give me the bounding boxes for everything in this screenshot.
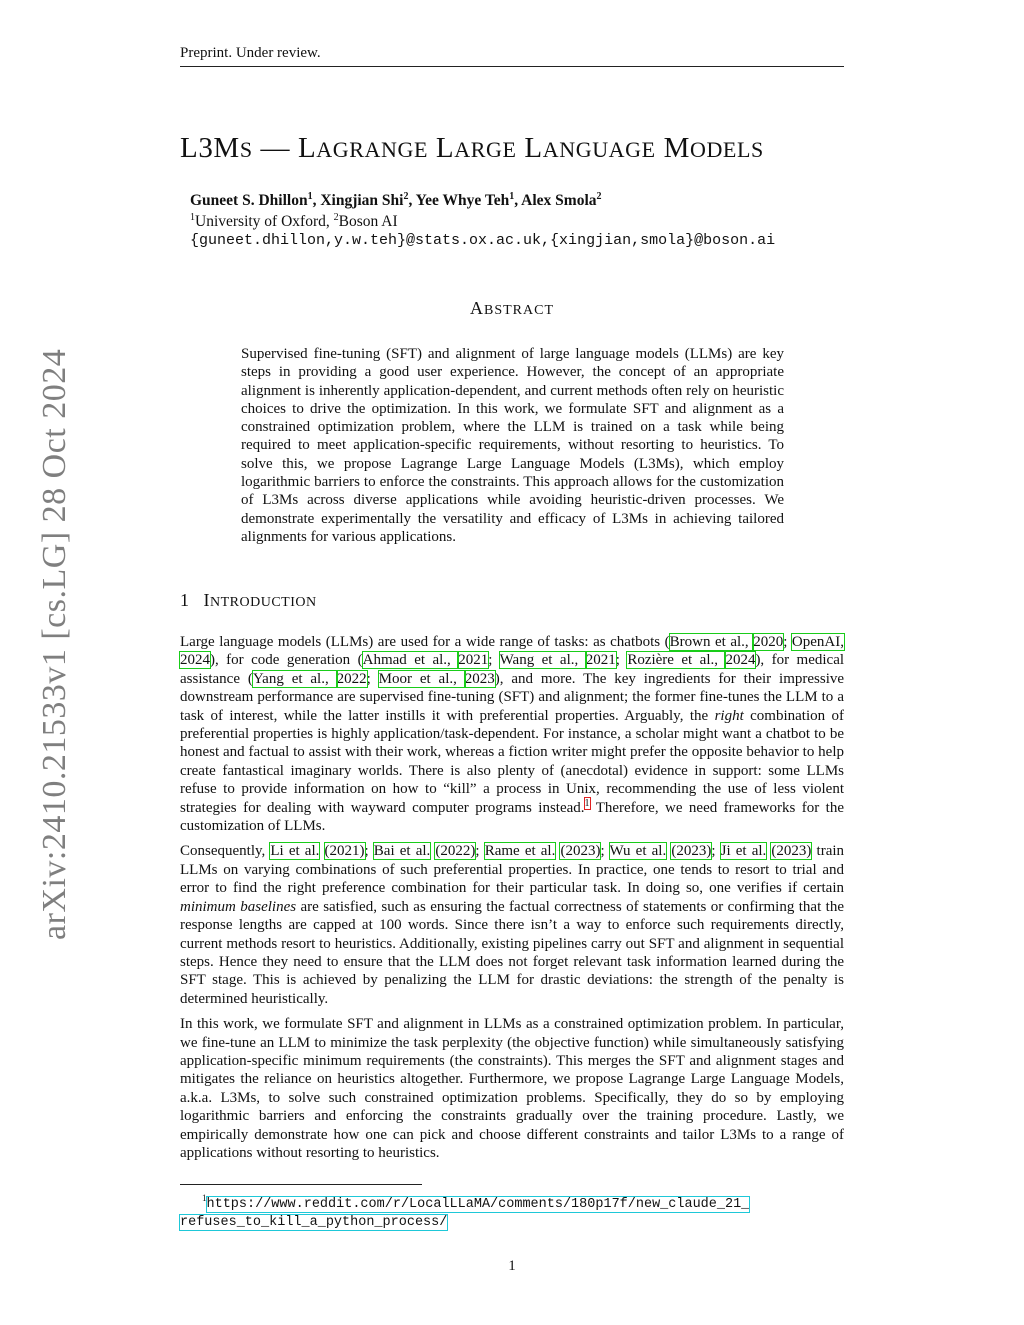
citation-link[interactable]: (2023) [671,843,712,860]
citation-link[interactable]: Yang et al., [253,671,337,687]
author-name: Yee Whye Teh [415,192,510,210]
paper-title: L3MS — LAGRANGE LARGE LANGUAGE MODELS [180,132,764,164]
arxiv-stamp[interactable]: arXiv:2410.21533v1 [cs.LG] 28 Oct 2024 [36,348,73,940]
citation-link[interactable]: Ji et al. [720,843,767,860]
citation-link[interactable]: (2021) [324,843,365,860]
author-name: Xingjian Shi [320,192,404,210]
footnote-link[interactable]: 1 [584,797,590,809]
citation-link[interactable]: Brown et al., [670,634,754,650]
author-list: Guneet S. Dhillon$^1$, Xingjian Shi$^2$, Yee Whye Teh$^1$, Alex Smola$^2$ [190,191,602,210]
footnote-url-link[interactable]: https://www.reddit.com/r/LocalLLaMA/comments/180p17f/new_claude_21_ [206,1196,750,1212]
footnote-url-link-continued[interactable]: refuses_to_kill_a_python_process/ [180,1214,448,1230]
citation-link[interactable]: 2024 [180,652,210,669]
citation-link[interactable]: (2022) [435,843,476,860]
abstract-text: Supervised fine-tuning (SFT) and alignment of large language models (LLMs) are key steps in providing a good user experience. However, the concept of an appropriate alignment is inherently application-dependent, and current methods often rely on heuristic choices to drive the optimization. In this work, we formulate SFT and alignment as a constrained optimization problem, where the LLM is trained on a task while being required to meet application-specific requirements, without resorting to heuristics. To solve this, we propose Lagrange Large Language Models (L3Ms), which employ logarithmic barriers to enforce the constraints. This approach allows for the customization of L3Ms across diverse applications while avoiding heuristic-driven processes. We demonstrate experimentally the versatility and efficacy of L3Ms in achieving tailored alignments for various applications. [241,346,784,545]
author-name: Guneet S. Dhillon [190,192,308,210]
running-header: Preprint. Under review. [180,44,844,67]
citation-link[interactable]: 2021 [458,652,489,669]
citation-link[interactable]: Li et al. [270,843,320,860]
paragraph-2: Consequently, Li et al. (2021); Bai et al. (2022); Rame et al. (2023); Wu et al. (2023); Ji et al. (2023) train LLMs on varying combinations of such preferential properties. In practice, one tends to resort to trial and error to find the right preference combination for their particular task. In doing so, one verifies if certain minimum baselines are satisfied, such as ensuring the factual correctness of statements or confirming that the response lengths are capped at 100 words. Since there isn’t a way to enforce such requirements directly, current methods resort to heuristics. Additionally, existing pipelines carry out SFT and alignment in sequential steps. Hence they need to ensure that the LLM does not forget relevant task information learned during the SFT stage. This is achieved by penalizing the LLM for drastic deviations: the strength of the penalty is determined heuristically. [180,843,845,1007]
citation-link[interactable]: OpenAI, [791,634,844,650]
affiliations: $^1$University of Oxford, $^2$Boson AI [190,212,398,231]
paragraph-1: Large language models (LLMs) are used for a wide range of tasks: as chatbots (Brown et al., 2020; OpenAI, 2024), for code generation (Ahmad et al., 2021; Wang et al., 2021; Rozière et al., 2024), for medical assistance (Yang et al., 2022; Moor et al., 2023), and more. The key ingredients for their impressive downstream performance are supervised fine-tuning (SFT) and alignment; the former fine-tunes the LLM to a task of interest, while the latter instills it with preferential properties. Arguably, the right combination of preferential properties is highly application/task-dependent. For instance, a scholar might want a chatbot to be honest and factual to assist with their work, whereas a fiction writer might prefer the opposite behavior to help create fantastical imaginary worlds. There is also plenty of (anecdotal) evidence in support: some LLMs refuse to provide information on how to “kill” a process in Unix, recommending the use of less violent strategies for dealing with wayward computer programs instead.$^1$ Therefore, we need frameworks for the customization of LLMs. [180,634,845,835]
citation-link[interactable]: 2024 [725,652,756,669]
footnote-1: $^1$https://www.reddit.com/r/LocalLLaMA/comments/180p17f/new_claude_21_ refuses_to_kill_a_python_process/ [180,1193,750,1230]
citation-link[interactable]: 2021 [585,652,616,669]
citation-link[interactable]: Rame et al. [484,843,556,860]
citation-link[interactable]: Ahmad et al., [363,652,459,668]
citation-link[interactable]: 2022 [336,670,367,687]
citation-link[interactable]: Rozière et al., [627,652,725,668]
citation-link[interactable]: Wu et al. [609,843,667,860]
footnote-divider [180,1184,422,1185]
author-emails: {guneet.dhillon,y.w.teh}@stats.ox.ac.uk,{xingjian,smola}@boson.ai [190,232,776,249]
page-number: 1 [508,1258,516,1274]
citation-link[interactable]: Wang et al., [500,652,586,668]
introduction-body [180,633,844,1169]
citation-link[interactable]: Moor et al., [379,671,465,687]
abstract-heading: ABSTRACT [469,298,554,318]
citation-link[interactable]: (2023) [560,843,601,860]
citation-link[interactable]: (2023) [771,843,812,860]
citation-link[interactable]: Bai et al. [373,843,431,860]
section-heading-introduction: 1 INTRODUCTION [180,590,317,610]
citation-link[interactable]: 2023 [464,670,495,687]
citation-link[interactable]: 2020 [753,634,784,650]
author-name: Alex Smola [521,192,597,210]
paragraph-3: In this work, we formulate SFT and alignment in LLMs as a constrained optimization problem. In particular, we fine-tune an LLM to minimize the task perplexity (the objective function) while simultaneously satisfying application-specific minimum requirements (the constraints). This merges the SFT and alignment stages and mitigates the reliance on heuristics altogether. Furthermore, we propose Lagrange Large Language Models, a.k.a. L3Ms, to solve such constrained optimization problems. Specifically, they do so by employing logarithmic barriers and enforcing the constraints gradually over the training procedure. Lastly, we empirically demonstrate how one can pick and choose different constraints and tailor L3Ms to a range of applications without resorting to heuristics. [180,1016,844,1161]
